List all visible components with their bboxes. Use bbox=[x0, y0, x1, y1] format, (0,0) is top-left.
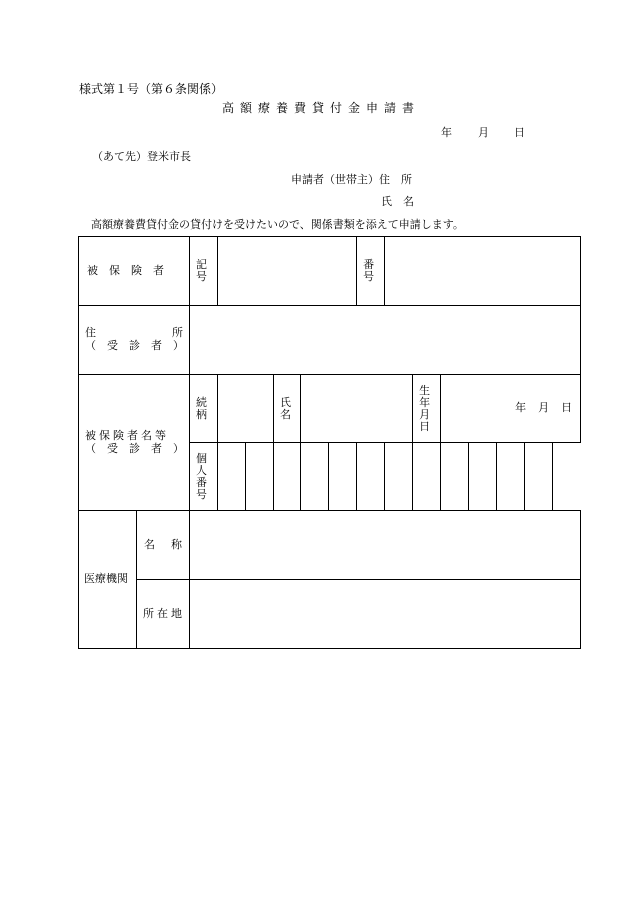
institution-label-cell bbox=[79, 511, 137, 649]
address-field[interactable] bbox=[190, 306, 581, 375]
number-label-cell bbox=[357, 237, 385, 306]
address-label-sub: （ 受 診 者 ） bbox=[85, 339, 184, 352]
address-label-2: 所 bbox=[172, 326, 183, 340]
application-statement: 高額療養費貸付金の貸付けを受けたいので、関係書類を添えて申請します。 bbox=[91, 218, 464, 231]
address-label-1: 住 bbox=[85, 326, 96, 340]
personal-number-digit-8[interactable] bbox=[413, 443, 441, 511]
name-label: 氏名 bbox=[280, 395, 291, 421]
inst-name-label-2: 称 bbox=[171, 537, 182, 551]
institution-label: 医療機関 bbox=[84, 572, 128, 586]
personal-number-digit-4[interactable] bbox=[301, 443, 329, 511]
birthdate-field[interactable] bbox=[441, 375, 581, 443]
name-label-cell bbox=[274, 375, 301, 443]
inst-name-field[interactable] bbox=[190, 511, 581, 580]
insured-name-label-cell bbox=[79, 375, 190, 511]
inst-location-label-cell bbox=[137, 580, 190, 649]
personal-number-digit-3[interactable] bbox=[274, 443, 301, 511]
birthdate-label: 生年月日 bbox=[419, 383, 431, 433]
form-title: 高額療養費貸付金申請書 bbox=[222, 101, 421, 115]
insured-name-label-sub: （ 受 診 者 ） bbox=[85, 441, 184, 455]
insured-name-label: 被保険者名等 bbox=[85, 428, 169, 442]
inst-location-field[interactable] bbox=[190, 580, 581, 649]
inst-location-label: 所在地 bbox=[143, 606, 185, 620]
date-day-label: 日 bbox=[514, 126, 525, 139]
personal-number-digit-7[interactable] bbox=[385, 443, 413, 511]
relation-field[interactable] bbox=[218, 375, 274, 443]
date-month-label: 月 bbox=[478, 126, 489, 139]
symbol-label-cell bbox=[190, 237, 218, 306]
addressee: （あて先）登米市長 bbox=[92, 150, 191, 163]
symbol-field[interactable] bbox=[218, 237, 357, 306]
applicant-address-label: 申請者（世帯主）住 所 bbox=[291, 173, 412, 186]
birth-month-label: 月 bbox=[538, 401, 550, 415]
insured-label: 被 保 険 者 bbox=[87, 263, 164, 277]
relation-label: 続柄 bbox=[196, 395, 207, 421]
application-form-table bbox=[78, 236, 581, 649]
inst-name-label-cell bbox=[137, 511, 190, 580]
birthdate-label-cell bbox=[413, 375, 441, 443]
birth-year-label: 年 bbox=[515, 401, 527, 415]
personal-number-digit-12[interactable] bbox=[525, 443, 553, 511]
birth-day-label: 日 bbox=[561, 401, 573, 415]
form-number: 様式第１号（第６条関係） bbox=[79, 82, 224, 96]
number-label: 番号 bbox=[363, 258, 375, 283]
relation-label-cell bbox=[190, 375, 218, 443]
applicant-name-label: 氏 名 bbox=[381, 195, 414, 208]
insured-name-field[interactable] bbox=[301, 375, 413, 443]
symbol-label: 記号 bbox=[196, 258, 207, 283]
personal-number-digit-11[interactable] bbox=[497, 443, 525, 511]
personal-number-label-cell bbox=[190, 443, 218, 511]
personal-number-digit-6[interactable] bbox=[357, 443, 385, 511]
inst-name-label-1: 名 bbox=[144, 537, 155, 551]
personal-number-digit-2[interactable] bbox=[246, 443, 274, 511]
insured-label-cell bbox=[79, 237, 190, 306]
personal-number-label: 個人番号 bbox=[196, 451, 207, 501]
personal-number-digit-9[interactable] bbox=[441, 443, 469, 511]
personal-number-digit-1[interactable] bbox=[218, 443, 246, 511]
address-label-cell bbox=[79, 306, 190, 375]
date-year-label: 年 bbox=[441, 126, 452, 139]
number-field[interactable] bbox=[385, 237, 581, 306]
personal-number-digit-5[interactable] bbox=[329, 443, 357, 511]
personal-number-digit-10[interactable] bbox=[469, 443, 497, 511]
